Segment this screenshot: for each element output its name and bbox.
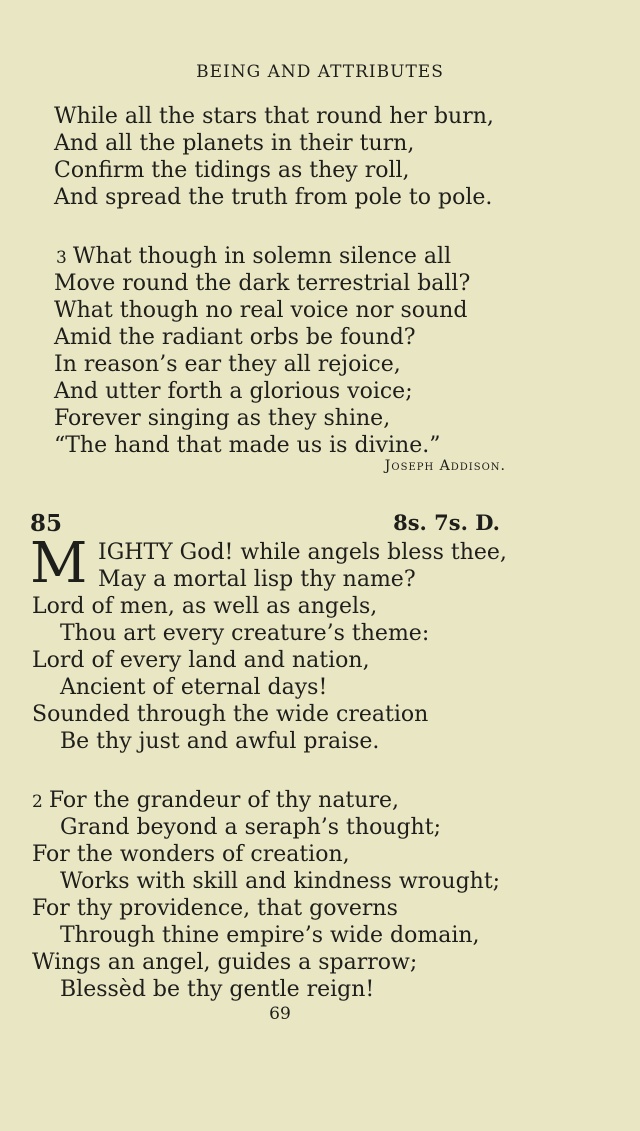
verse-text: What though in solemn silence all bbox=[72, 244, 452, 269]
verse-line: Confirm the tidings as they roll, bbox=[54, 158, 410, 183]
page-number: 69 bbox=[269, 1004, 291, 1024]
verse-line: What though no real voice nor sound bbox=[54, 298, 468, 323]
stanza-number: 2 bbox=[32, 792, 43, 812]
verse-line: IGHTY God! while angels bless thee, bbox=[98, 540, 507, 565]
verse-line: Through thine empire’s wide domain, bbox=[60, 923, 480, 948]
verse-line: For the wonders of creation, bbox=[32, 842, 350, 867]
author-attribution: Joseph Addison. bbox=[384, 458, 506, 474]
verse-line: Thou art every creature’s theme: bbox=[60, 621, 430, 646]
verse-line bbox=[32, 790, 399, 812]
verse-text: For the grandeur of thy nature, bbox=[48, 788, 399, 813]
verse-line: For thy providence, that governs bbox=[32, 896, 398, 921]
verse-line: Grand beyond a seraph’s thought; bbox=[60, 815, 441, 840]
hymn-meter: 8s. 7s. D. bbox=[393, 510, 500, 535]
verse-line bbox=[56, 246, 451, 268]
verse-line: In reason’s ear they all rejoice, bbox=[54, 352, 401, 377]
drop-cap: M bbox=[30, 531, 88, 596]
verse-line: Be thy just and awful praise. bbox=[60, 729, 380, 754]
verse-line: “The hand that made us is divine.” bbox=[54, 433, 441, 458]
verse-line: Forever singing as they shine, bbox=[54, 406, 391, 431]
verse-line: Blessèd be thy gentle reign! bbox=[60, 977, 375, 1002]
verse-line: Sounded through the wide creation bbox=[32, 702, 429, 727]
verse-line: Amid the radiant orbs be found? bbox=[54, 325, 416, 350]
verse-line: Lord of every land and nation, bbox=[32, 648, 370, 673]
verse-line: Wings an angel, guides a sparrow; bbox=[32, 950, 418, 975]
verse-line: Ancient of eternal days! bbox=[60, 675, 328, 700]
running-header: BEING AND ATTRIBUTES bbox=[196, 62, 444, 82]
hymn-number: 85 bbox=[30, 510, 63, 537]
verse-line: Works with skill and kindness wrought; bbox=[60, 869, 501, 894]
verse-line: May a mortal lisp thy name? bbox=[98, 567, 416, 592]
verse-line: Lord of men, as well as angels, bbox=[32, 594, 378, 619]
verse-line: While all the stars that round her burn, bbox=[54, 104, 494, 129]
verse-line: And utter forth a glorious voice; bbox=[54, 379, 413, 404]
verse-line: Move round the dark terrestrial ball? bbox=[54, 271, 471, 296]
verse-line: And spread the truth from pole to pole. bbox=[54, 185, 493, 210]
stanza-number: 3 bbox=[56, 248, 67, 268]
verse-line: And all the planets in their turn, bbox=[54, 131, 415, 156]
